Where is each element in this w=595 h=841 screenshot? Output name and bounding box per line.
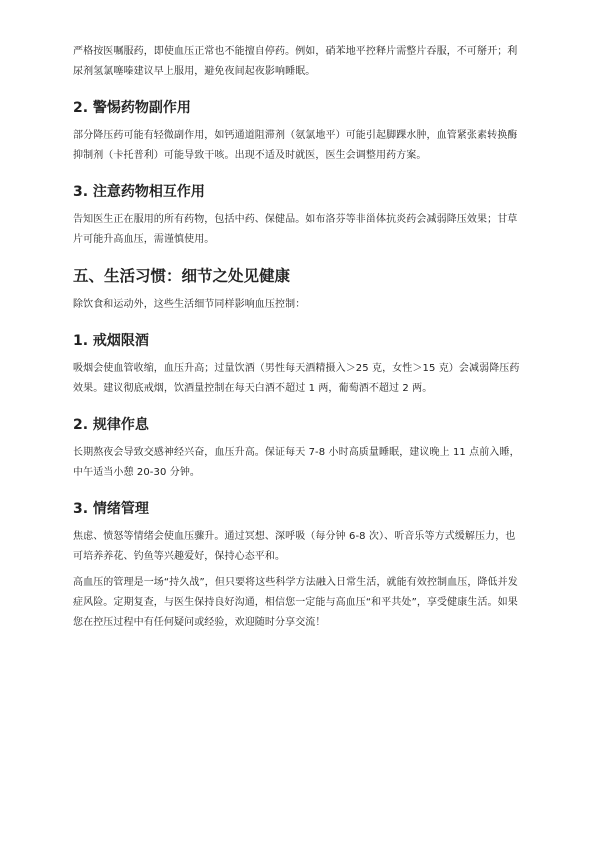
paragraph-medication-adherence: 严格按医嘱服药，即使血压正常也不能擅自停药。例如，硝苯地平控释片需整片吞服，不可掰开；利尿剂氢氯噻嗪建议早上服用，避免夜间起夜影响睡眠。 [73, 46, 518, 77]
paragraph-side-effects: 部分降压药可能有轻微副作用，如钙通道阻滞剂（氨氯地平）可能引起脚踝水肿，血管紧张素转换酶抑制剂（卡托普利）可能导致干咳。出现不适及时就医，医生会调整用药方案。 [73, 130, 518, 161]
paragraph-lifestyle-intro: 除饮食和运动外，这些生活细节同样影响血压控制： [73, 299, 306, 310]
paragraph-conclusion: 高血压的管理是一场“持久战”，但只要将这些科学方法融入日常生活，就能有效控制血压，降低并发症风险。定期复查，与医生保持良好沟通，相信您一定能与高血压“和平共处”，享受健康生活。如果您在控压过程中有任何疑问或经验，欢迎随时分享交流！ [73, 577, 518, 628]
heading-side-effects: 2. 警惕药物副作用 [73, 100, 191, 116]
heading-quit-smoking: 1. 戒烟限酒 [73, 333, 149, 349]
heading-emotion-management: 3. 情绪管理 [73, 501, 149, 517]
section-heading-lifestyle: 五、生活习惯：细节之处见健康 [73, 267, 291, 285]
heading-regular-schedule: 2. 规律作息 [73, 417, 149, 433]
paragraph-drug-interactions: 告知医生正在服用的所有药物，包括中药、保健品。如布洛芬等非甾体抗炎药会减弱降压效果；甘草片可能升高血压，需谨慎使用。 [73, 214, 518, 245]
heading-drug-interactions: 3. 注意药物相互作用 [73, 184, 205, 200]
paragraph-regular-schedule: 长期熬夜会导致交感神经兴奋，血压升高。保证每天 7-8 小时高质量睡眠，建议晚上 11 点前入睡，中午适当小憩 20-30 分钟。 [73, 447, 520, 478]
paragraph-emotion-management: 焦虑、愤怒等情绪会使血压骤升。通过冥想、深呼吸（每分钟 6-8 次）、听音乐等方式缓解压力，也可培养养花、钓鱼等兴趣爱好，保持心态平和。 [73, 531, 516, 562]
paragraph-quit-smoking: 吸烟会使血管收缩，血压升高；过量饮酒（男性每天酒精摄入＞25 克，女性＞15 克）会减弱降压药效果。建议彻底戒烟，饮酒量控制在每天白酒不超过 1 两，葡萄酒不超过 2 两。 [73, 363, 520, 394]
